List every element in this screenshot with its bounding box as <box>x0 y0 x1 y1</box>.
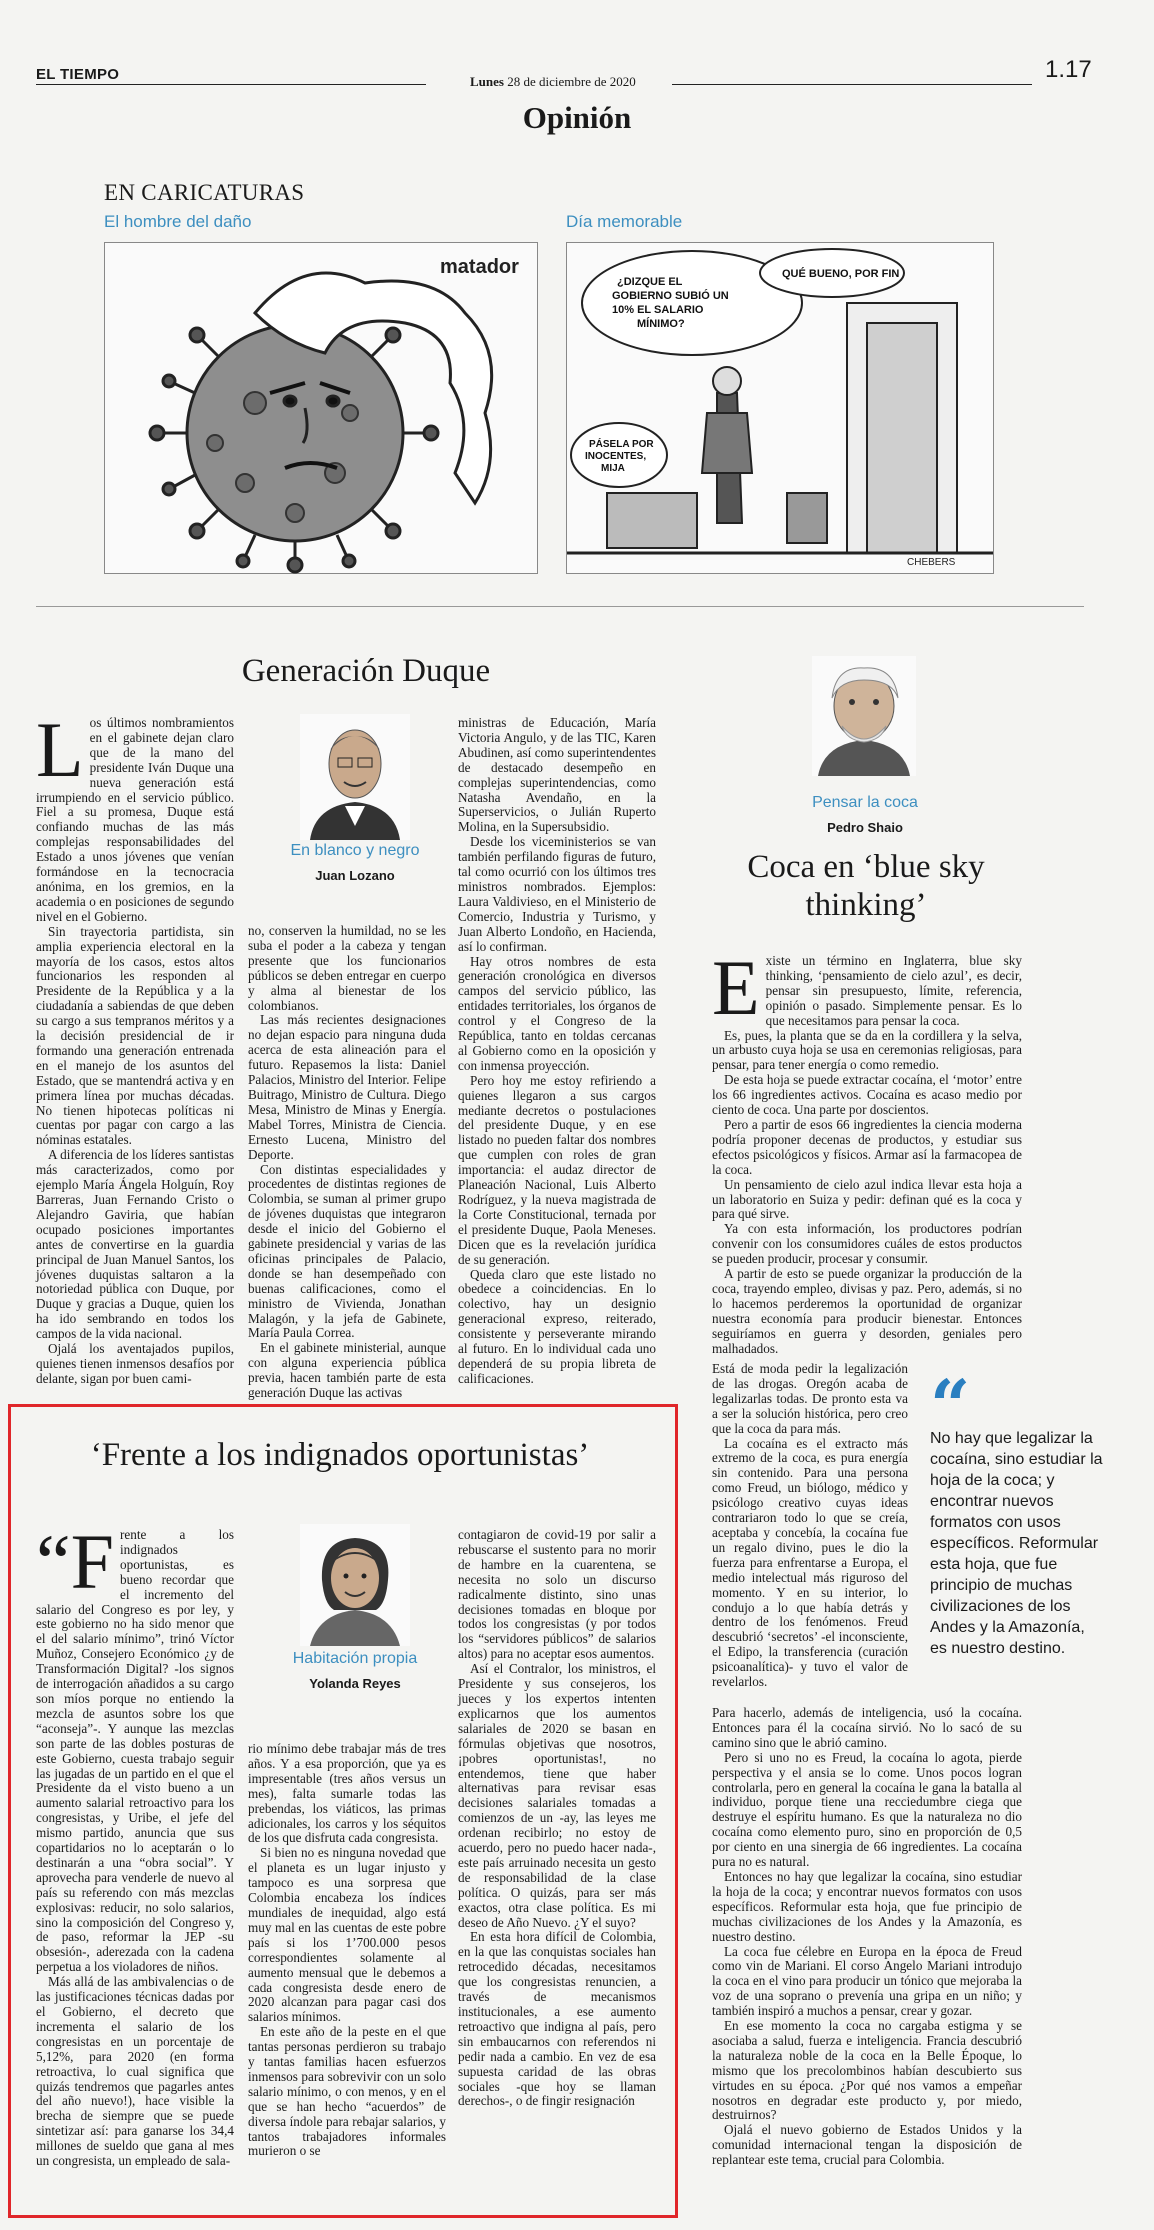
portrait-illustration <box>300 714 410 840</box>
art2-column-narrow <box>712 1362 908 1702</box>
art3-column-3 <box>458 1528 656 2192</box>
paragraph: La cocaína es el extracto más extremo de la coca, es pura energía sin contenido. Para una persona como Freud, un biólogo, médico y psicólogo creativo cuyas ideas contrariaron todo lo que se creía, aceptaba y concebía, la cocaína fue un regalo divino, pues le dio la fuerza para enfrentarse a Europa, el medio intelectual más riguroso del momento. Y en su interior, lo condujo a lo que había detrás y dentro de los fenómenos. Freud descubrió ‘secretos’ -el inconsciente, el Edipo, la transferencia (curación psicoanalítica)- y tuvo el valor de revelarlos. <box>712 1435 908 1690</box>
paragraph: Hay otros nombres de esta generación cronológica en diversos campos del servicio público, las entidades territoriales, los órganos de control y el Congreso de la República, tanto en toldas cercanas al Gobierno como en la oposición y con inmensa proyección. <box>458 953 656 1073</box>
household-scene-illustration <box>567 243 993 573</box>
right-cartoon <box>566 242 994 574</box>
paragraph: Entonces no hay que legalizar la cocaína, sino estudiar la hoja de la coca; y encontrar nuevos formatos con usos específicos. Reformular esta hoja, que fue principio de muchas civilizaciones de los Andes y la Amazonía, es nuestro destino. <box>712 1868 1022 1944</box>
header-rule-right <box>672 84 1032 85</box>
headline-generacion-duque: Generación Duque <box>241 653 491 689</box>
paragraph: En el gabinete ministerial, aunque con alguna experiencia pública previa, hacen también parte de esta generación Duque las activas <box>248 1340 446 1401</box>
paragraph: En esta hora difícil de Colombia, en la que las conquistas sociales han retrocedido décadas, necesitamos que los congresistas renuncien, a través de mecanismos institucionales, a ese aumento retroactivo que indigna al país, pero sin embaucarnos con referendos ni pedir nada a cambio. En vez de esa supuesta caridad de las obras sociales -que hoy se llaman derechos-, o de fingir resignación <box>458 1929 656 2109</box>
art3-dropcap: “F <box>36 1518 114 1605</box>
author-juan-lozano: Juan Lozano <box>315 868 395 883</box>
paragraph: Ojalá el nuevo gobierno de Estados Unidos y la comunidad internacional tengan la disposición de replantear este tema, crucial para Colombia. <box>712 2122 1022 2168</box>
author-portrait-yolanda-reyes <box>300 1524 410 1646</box>
newspaper-logo: EL TIEMPO <box>36 66 120 83</box>
author-yolanda-reyes: Yolanda Reyes <box>309 1676 401 1691</box>
paragraph: La coca fue célebre en Europa en la época de Freud como vin de Mariani. El corso Angelo Mariani introdujo la coca en el vino para producir un tónico que mejoraba la voz de una soprano o prevenía una gripa en un niño; y también inspiró a muchos a pensar, crear y gozar. <box>712 1943 1022 2019</box>
column-name-pensar-la-coca: Pensar la coca <box>812 794 918 811</box>
paragraph: Pero a partir de esos 66 ingredientes la ciencia moderna podría proponer decenas de productos, y estudiar sus efectos psicológicos y físicos. Armar así la farmacopea de la coca. <box>712 1116 1022 1177</box>
paragraph: Sin trayectoria partidista, sin amplia experiencia electoral en la mayoría de los casos, estos altos funcionarios les responden al Presidente de la República y a la ciudadanía a sabiendas de que deben su cargo a sus tempranos méritos y a la decisión presidencial de ir formando una generación entrenada en el manejo de los asuntos del Estado, que se mantendrá activa y en primera línea por muchas décadas. No tienen hipotecas políticas ni cuentas por pagar con cargo a las nóminas estatales. <box>36 923 234 1148</box>
pullquote-icon: “ <box>930 1364 971 1447</box>
paragraph: os últimos nombramientos en el gabinete dejan claro que de la mano del presidente Iván Duque una nueva generación está irrumpiendo en el servicio público. Fiel a su promesa, Duque está confiando muchas de las más complejas responsabilidades del Estado a unos jóvenes que venían formándose en la tecnocracia anónima, en los gremios, en la academia o en posiciones de segundo nivel en el Gobierno. <box>36 715 234 924</box>
art3-column-1 <box>36 1518 234 2192</box>
paragraph: Para hacerlo, además de inteligencia, usó la cocaína. Entonces para él la cocaína sirvió. No lo sacó de su camino sino que le abrió camino. <box>712 1705 1022 1750</box>
paragraph: En ese momento la coca no cargaba estigma y se asociaba a salud, fuerza e inteligencia. Francia descubrió la naturaleza noble de la coca en la Belle Époque, lo mismo que los precolombinos habían descubierto sus virtudes en su época. ¿Por qué nos vamos a empeñar nosotros en degradar este producto y, por miedo, destruirnos? <box>712 2018 1022 2123</box>
paragraph: A diferencia de los líderes santistas más caracterizados, como por ejemplo María Ángela Holguín, Roy Barreras, Juan Fernando Cristo o Alejandro Gaviria, que habían ocupado posiciones importantes antes de convertirse en la guardia principal de Juan Manuel Santos, los jóvenes duquistas saltaron a la notoriedad pública con Duque, por Duque y gracias a Duque, quien los ha ido sembrando en todos los campos de la vida nacional. <box>36 1147 234 1342</box>
paragraph: Así el Contralor, los ministros, el Presidente y sus consejeros, los jueces y los expertos intenten explicarnos que los aumentos salariales de 2020 se basan en fórmulas objetivas que nosotros, ¡pobres oportunistas!, no entendemos, tiene que haber alternativas para revisar esas decisiones salariales tomadas a comienzos de un -ay, las leyes me ordenan recibirlo; no estoy de acuerdo, pero no puedo hacer nada-, este país arruinado necesita un gesto de responsabilidad de la clase política. O quizás, para ser más exactos, otra clase política. Es mi deseo de Año Nuevo. ¿Y el suyo? <box>458 1661 656 1930</box>
right-cartoon-caption: Día memorable <box>566 212 683 231</box>
paragraph: no, conserven la humildad, no se les suba el poder a la cabeza y tengan presente que los funcionarios públicos se deben entregar en cuerpo y alma al bienestar de los colombianos. <box>248 923 446 1013</box>
author-pedro-shaio: Pedro Shaio <box>827 820 903 835</box>
pullquote: No hay que legalizar la cocaína, sino estudiar la hoja de la coca; y encontrar nuevos formatos con usos específicos. Reformular esta hoja, que fue principio de muchas civilizaciones de los Andes y la Amazonía, es nuestro destino. <box>930 1430 1103 1657</box>
left-cartoon-signature: matador <box>440 256 519 278</box>
cartoons-title: EN CARICATURAS <box>104 180 305 205</box>
portrait-illustration <box>812 656 916 776</box>
art1-column-3 <box>458 715 656 1386</box>
speech-bubble-1: ¿DIZQUE EL GOBIERNO SUBIÓ UN 10% EL SALARIO MÍNIMO? <box>612 276 729 330</box>
portrait-illustration <box>300 1524 410 1646</box>
art2-column-1 <box>712 944 1022 1356</box>
paragraph: contagiaron de covid-19 por salir a rebuscarse el sustento para no morir de hambre en la cuarentena, se necesita no solo un discurso radicalmente distinto, sino unas decisiones tomadas en bloque por todos los congresistas (y por todos los “servidores públicos” de salarios altos) para no aceptar esos aumentos. <box>458 1527 656 1662</box>
author-portrait-juan-lozano <box>300 714 410 840</box>
paragraph: Ya con esta información, los productores podrían convenir con los consumidores cuáles de estos productos se pueden producir, procesar y consumir. <box>712 1221 1022 1267</box>
paragraph: ministras de Educación, María Victoria Angulo, y de las TIC, Karen Abudinen, así como superintendentes de destacado desempeño en complejas superintendencias, como Natasha Avendaño, en la Superservicios, o Julián Ruperto Molina, en la Supersubsidio. <box>458 715 656 835</box>
art1-dropcap: L <box>36 706 84 793</box>
left-cartoon-caption: El hombre del daño <box>104 212 252 231</box>
paragraph: Ojalá los aventajados pupilos, quienes tienen inmensos desafíos por delante, sigan por buen cami- <box>36 1341 234 1386</box>
section-title: Opinión <box>522 100 632 135</box>
speech-bubble-3: PÁSELA POR INOCENTES, MIJA <box>585 439 654 474</box>
art3-column-2 <box>248 1742 446 2192</box>
paragraph: Con distintas especialidades y procedentes de distintas regiones de Colombia, se suman al primer grupo de jóvenes duquistas que integraron desde el inicio del Gobierno el gabinete presidencial y varias de las oficinas principales de Palacio, donde se han desempeñado con buenas calificaciones, como el ministro de Vivienda, Jonathan Malagón, y la jefa de Gabinete, María Paula Correa. <box>248 1161 446 1341</box>
column-name-habitacion-propia: Habitación propia <box>292 1650 418 1667</box>
paragraph: De esta hoja se puede extractar cocaína, el ‘motor’ entre los 66 ingredientes activos. Cocaína es acaso medio por ciento de coca. Una parte por doscientos. <box>712 1072 1022 1118</box>
paragraph: Desde los viceministerios se van también perfilando figuras de futuro, tal como ocurrió con los últimos tres ministros nombrados. Ejemplos: Laura Valdivieso, en el Ministerio de Comercio, Industria y Turismo, y Juan Alberto Londoño, en Hacienda, así lo confirman. <box>458 834 656 954</box>
paragraph: A partir de esto se puede organizar la producción de la coca, trayendo empleo, divisas y paz. Pero, además, si no lo hacemos perderemos la oportunidad de organizar nuestra economía para producir bienestar. Entonces seguiríamos en guerra y desorden, geniales pero malhadados. <box>712 1266 1022 1356</box>
paragraph: xiste un término en Inglaterra, blue sky thinking, ‘pensamiento de cielo azul’, es decir, pensar sin presupuesto, límite, referencia, opinión o pasado. Simplemente pensar. Es lo que necesitamos para pensar la coca. <box>765 953 1022 1028</box>
art1-column-2 <box>248 923 446 1401</box>
paragraph: Las más recientes designaciones no dejan espacio para ninguna duda acerca de esta alineación para el futuro. Repasemos la lista: Daniel Palacios, Ministro del Interior. Felipe Buitrago, Ministro de Cultura. Diego Mesa, Ministro de Minas y Energía. Mabel Torres, Ministra de Ciencia. Ernesto Lucena, Ministro del Deporte. <box>248 1012 446 1162</box>
header-rule-left <box>36 84 426 85</box>
paragraph: Queda claro que este listado no obedece a coincidencias. En lo colectivo, hay un designio generacional expreso, reiterado, consistente y perseverante mirando al futuro. En lo individual cada uno dependerá de su propia libreta de calificaciones. <box>458 1266 656 1386</box>
art1-column-1 <box>36 706 234 1386</box>
issue-date: Lunes 28 de diciembre de 2020 <box>470 74 636 89</box>
paragraph: Pero hoy me estoy refiriendo a quienes llegaron a sus cargos mediante decretos o postulaciones del presidente Duque, y en ese listado no pueden faltar dos nombres que cumplen con roles de gran importancia: el audaz director de Planeación Nacional, Luis Alberto Rodríguez, y la nueva magistrada de la Corte Constitucional, ternada por el presidente Duque, Paola Meneses. Dicen que es la revelación jurídica de su generación. <box>458 1072 656 1267</box>
paragraph: Es, pues, la planta que se da en la cordillera y la selva, un arbusto cuya hoja se usa en ceremonias religiosas, para pensar, para tener energía o como remedio. <box>712 1027 1022 1073</box>
speech-bubble-2: QUÉ BUENO, POR FIN <box>782 268 900 280</box>
art2-dropcap: E <box>712 944 760 1031</box>
paragraph: rio mínimo debe trabajar más de tres años. Y a esa proporción, que ya es impresentable (tres años versus un mes), falta sumarle todas las prebendas, los viáticos, las primas adicionales, los carros y los séquitos de los que disfruta cada congresista. <box>248 1741 446 1846</box>
paragraph: Un pensamiento de cielo azul indica llevar esta hoja a un laboratorio en Suiza y pedir: definan qué es la coca y para qué sirve. <box>712 1176 1022 1222</box>
page-number: 1.17 <box>1045 56 1092 83</box>
right-cartoon-signature: CHEBERS <box>907 557 956 568</box>
section-divider <box>36 606 1084 607</box>
paragraph: rente a los indignados oportunistas, es bueno recordar que el incremento del salario del Congreso es por ley, y este gobierno no ha sido menor que el del salario mínimo”, trinó Víctor Muñoz, Consejero Económico ¿y de Transformación Digital? -los signos de interrogación añadidos a su cargo son míos porque no entiendo la mezcla de asuntos sobre los que “aconseja”-. Y aunque las mezclas son parte de las dobles posturas de este Gobierno, cuesta trabajo seguir las jugadas de un partido en el que el Presidente da el visto bueno a un aumento salarial retroactivo para los congresistas, y Uribe, el jefe del mismo partido, anuncia que sus copartidarios no lo aceptarán o lo destinarán a una “obra social”. Y aprovecha para venderle de nuevo al país su referendo con más mezclas explosivas: reducir, no solo salarios, sino la composición del Congreso y, de paso, reformar la JEP -su obsesión-, aderezada con la cadena perpetua a los violadores de niños. <box>36 1527 234 1975</box>
headline-coca-blue-sky: Coca en ‘blue sky thinking’ <box>747 849 985 923</box>
author-portrait-pedro-shaio <box>812 656 916 776</box>
paragraph: Si bien no es ninguna novedad que el planeta es un lugar injusto y tampoco es una sorpresa que Colombia encabeza los índices mundiales de inequidad, algo está muy mal en las cuentas de este pobre país si los 1’700.000 pesos correspondientes solamente al aumento mensual que le debemos a cada congresista desde enero de 2020 alcanzan para pagar casi dos salarios mínimos. <box>248 1845 446 2025</box>
art2-column-bottom <box>712 1705 1022 2168</box>
headline-frente-indignados: ‘Frente a los indignados oportunistas’ <box>90 1437 590 1473</box>
virus-caricature-illustration <box>105 243 537 573</box>
paragraph: Más allá de las ambivalencias o de las justificaciones técnicas dadas por el Gobierno, el decreto que incrementa el salario de los congresistas en un porcentaje de 5,12%, para 2020 (en forma retroactiva, lo cual significa que quizás tendremos que pagarles antes del año nuevo!), hace visible la brecha de siempre que se puede sintetizar así: para ganarse los 34,4 millones de sueldo que gana al mes un congresista, un empleado de sala- <box>36 1974 234 2169</box>
paragraph: Pero si uno no es Freud, la cocaína lo agota, pierde perspectiva y el ansia se lo come. Unos pocos logran controlarla, pero en general la cocaína le gana la batalla al individuo, porque tiene una recciedumbre ciega que destruye el espíritu humano. Es que la naturaleza no dio cocaína como elemento puro, sino en proporción de 0,5 por ciento en una sinergia de 66 ingredientes. La cocaína pura no es natural. <box>712 1749 1022 1870</box>
column-name-en-blanco-y-negro: En blanco y negro <box>290 842 420 859</box>
paragraph: Está de moda pedir la legalización de las drogas. Oregón acaba de legalizarlas todas. De pronto esta va a ser la solución histórica, pero creo que la coca da para más. <box>712 1361 908 1436</box>
paragraph: En este año de la peste en el que tantas personas perdieron su trabajo y tantas familias hacen esfuerzos inmensos para sobrevivir con un solo salario mínimo, o con menos, y en el que se han hecho “acuerdos” de diversa índole para rebajar salarios, y tantos trabajadores informales murieron o se <box>248 2024 446 2159</box>
left-cartoon <box>104 242 538 574</box>
